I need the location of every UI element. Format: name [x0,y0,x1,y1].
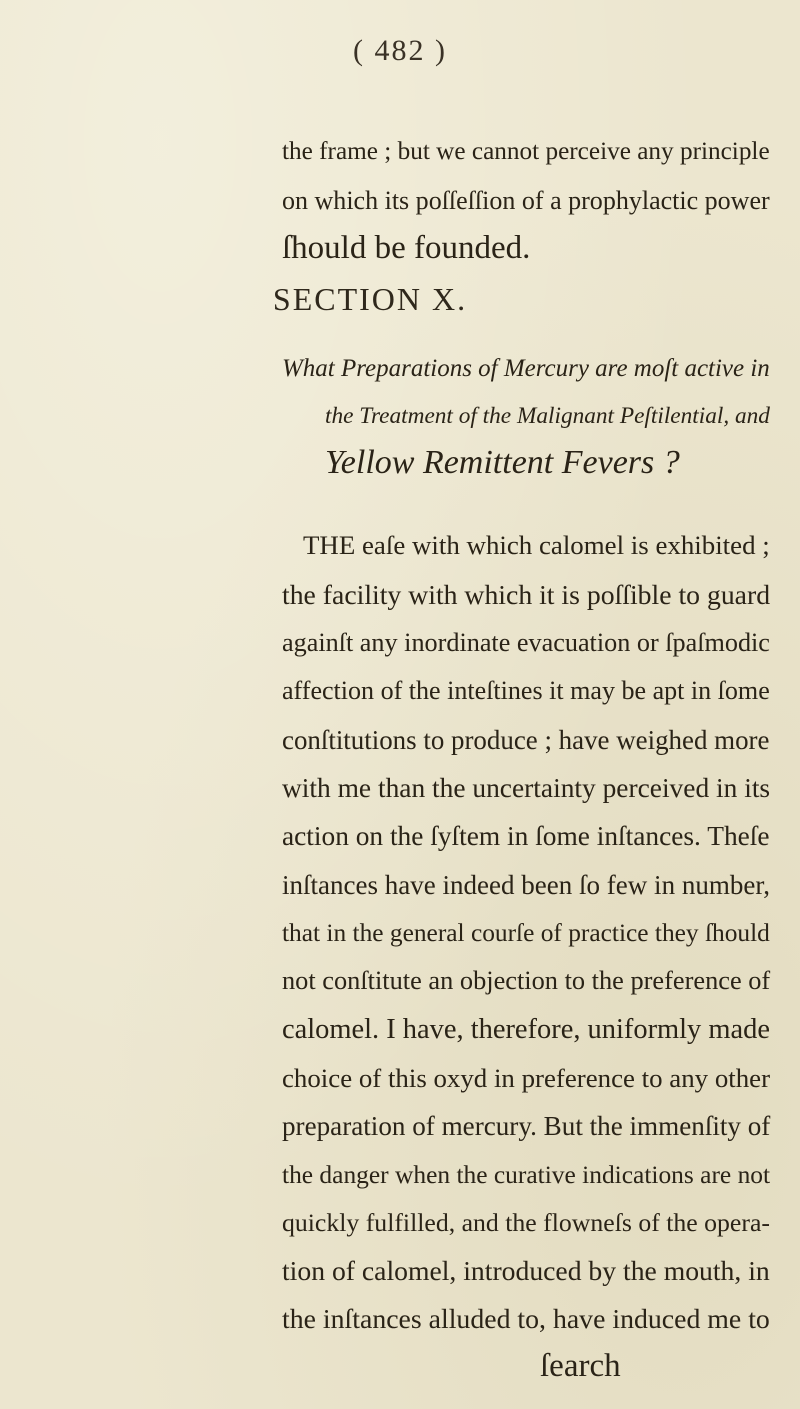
body-line-5: conſtitutions to produce ; have weighed more [282,725,770,755]
body-line-1: THE eaſe with which calomel is exhibited ; [303,530,770,560]
catchword: ſearch [540,1348,621,1384]
intro-line-3: ſhould be founded. [282,230,531,266]
body-line-7: action on the ſyſtem in ſome inſtances. Theſe [282,821,770,851]
body-line-17: the inſtances alluded to, have induced me to [282,1304,770,1335]
body-line-15: quickly fulfilled, and the flowneſs of the opera- [282,1208,770,1237]
body-line-8: inſtances have indeed been ſo few in number, [282,870,771,900]
question-line-1: What Preparations of Mercury are moſt active in [282,355,770,382]
body-line-6: with me than the uncertainty perceived in its [282,773,771,803]
body-line-16: tion of calomel, introduced by the mouth, in [282,1255,770,1286]
intro-line-2: on which its poſſeſſion of a prophylactic power [282,186,770,215]
page-number: ( 482 ) [353,34,447,67]
question-line-3: Yellow Remittent Fevers ? [325,444,680,481]
body-line-14: the danger when the curative indications are not [282,1160,771,1189]
body-line-4: affection of the inteſtines it may be apt in ſome [282,676,770,705]
body-line-2: the facility with which it is poſſible to guard [282,579,771,610]
section-heading: SECTION X. [272,281,468,317]
body-line-12: choice of this oxyd in preference to any other [282,1063,771,1093]
body-line-13: preparation of mercury. But the immenſity of [282,1111,771,1141]
body-line-9: that in the general courſe of practice they ſhould [282,919,770,947]
question-line-2: the Treatment of the Malignant Peſtilential, and [325,403,770,429]
intro-line-1: the frame ; but we cannot perceive any principle [282,138,770,165]
body-line-10: not conſtitute an objection to the preference of [282,966,771,995]
body-line-11: calomel. I have, therefore, uniformly made [282,1014,770,1045]
body-line-3: againſt any inordinate evacuation or ſpaſmodic [282,628,770,657]
